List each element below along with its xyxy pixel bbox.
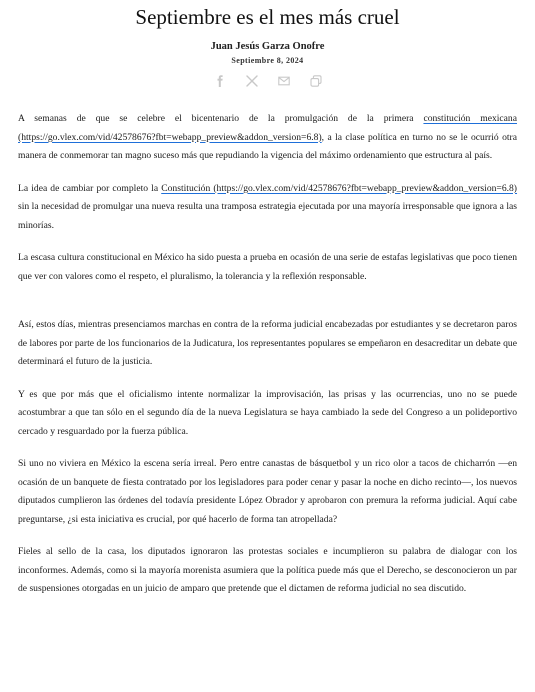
constitution-link[interactable]: constitución mexicana (https://go.vlex.com/vid/42578676?fbt=webapp_preview&addon_version=6.8) (18, 113, 517, 143)
constitution-link[interactable]: Constitución (https://go.vlex.com/vid/42578676?fbt=webapp_preview&addon_version=6.8) (161, 182, 518, 194)
paragraph-text: A semanas de que se celebre el bicentenario de la promulgación de la primera (18, 113, 424, 124)
article-date: Septiembre 8, 2024 (231, 56, 304, 65)
paragraph-text: , a la clase política en turno no se le ocurrió otra manera de conmemorar tan magno suceso más que repudiando la vigencia del máximo ordenamiento que estructura al país. (18, 131, 517, 161)
paragraph (18, 180, 517, 236)
paragraph: Así, estos días, mientras presenciamos marchas en contra de la reforma judicial encabezadas por estudiantes y se decretaron paros de labores por parte de los funcionarios de la Judicatura, los representantes populares se empeñaron en desacreditar un debate que determinará el futuro de la justicia. (18, 319, 517, 367)
paragraph (18, 110, 517, 166)
facebook-icon[interactable] (213, 74, 227, 88)
article-body (18, 110, 517, 613)
x-icon[interactable] (245, 74, 259, 88)
email-icon[interactable] (277, 74, 291, 88)
article-author: Juan Jesús Garza Onofre (210, 41, 325, 52)
paragraph: Y es que por más que el oficialismo intente normalizar la improvisación, las prisas y las ocurrencias, uno no se puede acostumbrar a que tan sólo en el segundo día de la nueva Legislatura se haya cambiado la sede del Congreso a un polideportivo cercado y resguardado por la fuerza pública. (18, 388, 517, 437)
paragraph-text: sin la necesidad de promulgar una nueva resulta una tramposa estrategia ejecutada por una mayoría irresponsable que ignora a las minorías. (18, 201, 517, 231)
share-bar (0, 74, 535, 88)
paragraph: La escasa cultura constitucional en México ha sido puesta a prueba en ocasión de una serie de estafas legislativas que poco tienen que ver con valores como el respeto, el pluralismo, la tolerancia y la reflexión responsable. (18, 252, 517, 282)
paragraph-text: La idea de cambiar por completo la (18, 182, 162, 194)
article-title: Septiembre es el mes más cruel (135, 5, 400, 29)
paragraph: Fieles al sello de la casa, los diputados ignoraron las protestas sociales e incumplieron su palabra de dialogar con los inconformes. Además, como si la mayoría morenista asumiera que la política puede más que el Derecho, se desconocieron un par de suspensiones otorgadas en un juicio de amparo que pretende que el dictamen de reforma judicial no sea discutido. (18, 546, 517, 594)
paragraph: Si uno no viviera en México la escena sería irreal. Pero entre canastas de básquetbol y un rico olor a tacos de chicharrón —en ocasión de un banquete de fiesta contratado por los legisladores para poder cenar y pasar la noche en dicho recinto—, los nuevos diputados cumplieron las órdenes del todavía presidente López Obrador y aprobaron con premura la reforma judicial. Aquí cabe preguntarse, ¿si esta iniciativa es crucial, por qué hacerlo de forma tan atropellada? (18, 458, 517, 525)
copy-link-icon[interactable] (309, 74, 323, 88)
